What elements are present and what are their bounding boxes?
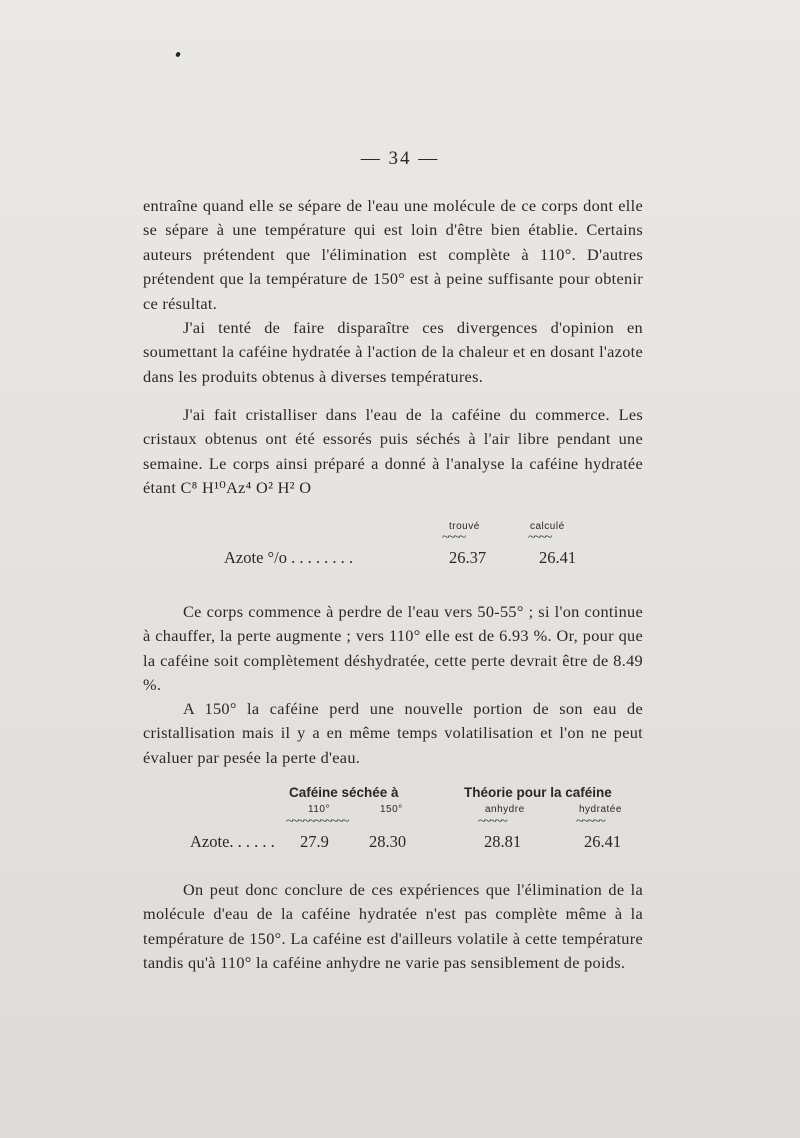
col-header-trouve: trouvé (449, 521, 480, 532)
subheader-110: 110° (308, 804, 330, 815)
group-header-sechee: Caféine séchée à (289, 785, 399, 800)
subheader-anhydre: anhydre (485, 804, 525, 815)
brace-ornament: ~~~~~ (576, 814, 604, 829)
brace-ornament: ~~~~~ (478, 814, 506, 829)
ink-speck (175, 51, 181, 57)
value-hydratee: 26.41 (584, 832, 622, 851)
value-110: 27.9 (300, 832, 329, 851)
paragraph-3: J'ai fait cristalliser dans l'eau de la caféine du commerce. Les cristaux obtenus ont été essorés puis séchés à l'air libre pendant une semaine. Le corps ainsi préparé a donné à l'analyse la caféine hydratée étant C⁸ H¹⁰Az⁴ O² H² O (143, 405, 643, 498)
paragraph-2: J'ai tenté de faire disparaître ces divergences d'opinion en soumettant la caféine hydratée à l'action de la chaleur et en dosant l'azote dans les produits obtenus à diverses températures. (143, 318, 643, 386)
value-anhydre: 28.81 (484, 832, 522, 851)
row-label-azote: Azote. . . . . . (190, 832, 275, 851)
subheader-hydratee: hydratée (579, 804, 622, 815)
paragraph-6: On peut donc conclure de ces expériences que l'élimination de la molécule d'eau de la caféine hydratée n'est pas complète même à la température de 150°. La caféine est d'ailleurs volatile à cette température tandis qu'à 110° la caféine anhydre ne varie pas sensiblement de poids. (143, 880, 643, 973)
value-calcule: 26.41 (539, 548, 577, 567)
row-label-azote: Azote °/o . . . . . . . . (224, 548, 353, 567)
subheader-150: 150° (380, 804, 403, 815)
brace-ornament: ~~~~ (528, 530, 551, 545)
paragraph-4: Ce corps commence à perdre de l'eau vers 50-55° ; si l'on continue à chauffer, la perte augmente ; vers 110° elle est de 6.93 %. Or, pour que la caféine soit complètement déshydratée, cette perte devrait être de 8.49 %. (143, 602, 643, 695)
paragraph-5: A 150° la caféine perd une nouvelle portion de son eau de cristallisation mais il y a en même temps volatilisation et l'on ne peut évaluer par pesée la perte d'eau. (143, 699, 643, 767)
value-trouve: 26.37 (449, 548, 487, 567)
paragraph-1: entraîne quand elle se sépare de l'eau une molécule de ce corps dont elle se sépare à une température qui est loin d'être bien établie. Certains auteurs prétendent que l'élimination est complète à 110°. D'autres prétendent que la température de 150° est à peine suffisante pour obtenir ce résultat. (143, 196, 643, 313)
page-number: — 34 — (360, 148, 440, 169)
group-header-theorie: Théorie pour la caféine (464, 785, 612, 800)
brace-ornament: ~~~~ (442, 530, 465, 545)
brace-ornament: ~~~~~~~~~~~ (286, 814, 348, 829)
value-150: 28.30 (369, 832, 407, 851)
col-header-calcule: calculé (530, 521, 565, 532)
